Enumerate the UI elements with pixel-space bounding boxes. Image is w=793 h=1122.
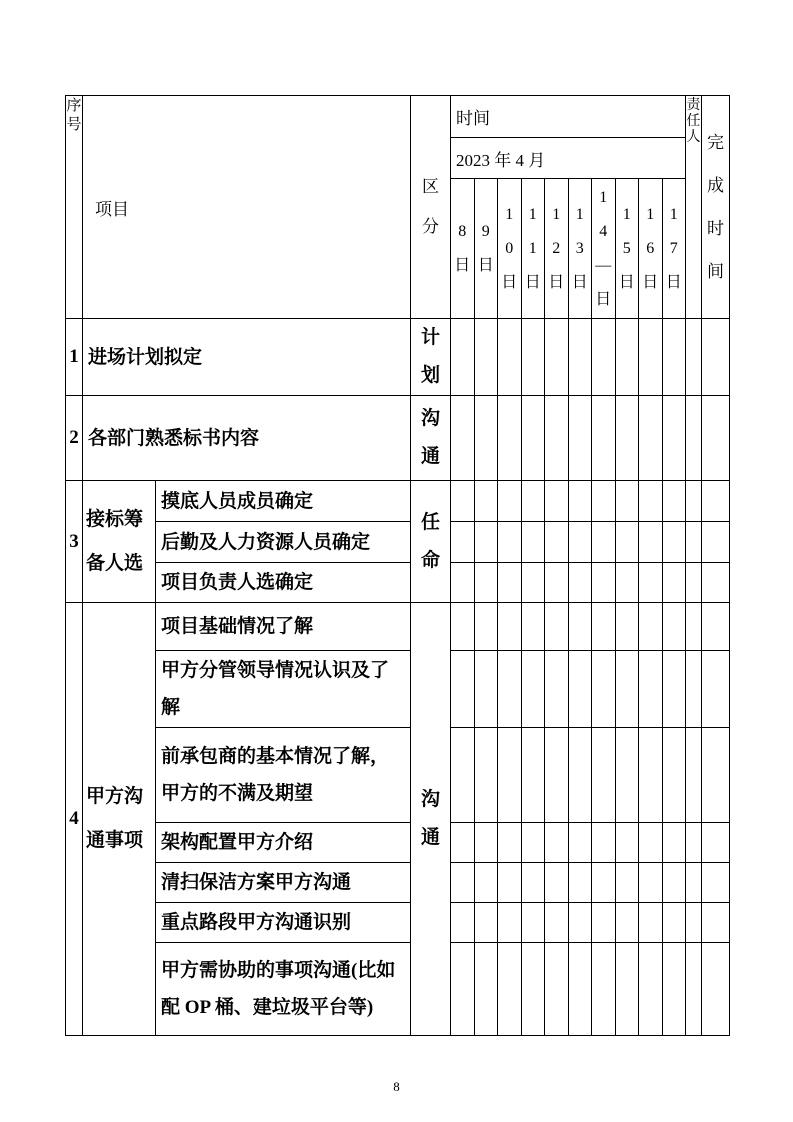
grid-cell [615, 728, 639, 823]
header-time: 时间 [451, 96, 686, 138]
grid-cell [686, 863, 702, 903]
grid-cell [474, 563, 498, 603]
header-date-9: 9 日 [474, 179, 498, 319]
grid-cell [545, 522, 569, 563]
grid-cell [686, 481, 702, 522]
table-row [66, 319, 730, 396]
grid-cell [521, 396, 545, 481]
table-row [66, 603, 730, 651]
table-row [66, 943, 730, 1036]
grid-cell [686, 563, 702, 603]
grid-cell [592, 481, 616, 522]
grid-cell [451, 522, 475, 563]
grid-cell [474, 823, 498, 863]
grid-cell [451, 563, 475, 603]
grid-cell [521, 651, 545, 728]
grid-cell [662, 823, 686, 863]
header-date-8: 8 日 [451, 179, 475, 319]
grid-cell [615, 943, 639, 1036]
header-date-11: 1 1 日 [521, 179, 545, 319]
row-seq: 3 [66, 481, 83, 603]
grid-cell [662, 728, 686, 823]
grid-cell [498, 396, 522, 481]
grid-cell [615, 396, 639, 481]
grid-cell [639, 563, 663, 603]
row-sub-item: 重点路段甲方沟通识别 [156, 903, 411, 943]
row-project: 进场计划拟定 [83, 319, 411, 396]
grid-cell [568, 863, 592, 903]
grid-cell [451, 863, 475, 903]
grid-cell [615, 481, 639, 522]
header-date-12: 1 2 日 [545, 179, 569, 319]
grid-cell [662, 563, 686, 603]
grid-cell [639, 728, 663, 823]
grid-cell [498, 603, 522, 651]
grid-cell [702, 563, 730, 603]
row-sub-item: 甲方需协助的事项沟通(比如配 OP 桶、建垃圾平台等) [156, 943, 411, 1036]
grid-cell [498, 903, 522, 943]
row-group: 甲方沟通事项 [83, 603, 156, 1036]
grid-cell [592, 728, 616, 823]
grid-cell [568, 563, 592, 603]
grid-cell [615, 863, 639, 903]
grid-cell [545, 603, 569, 651]
grid-cell [662, 522, 686, 563]
grid-cell [568, 319, 592, 396]
table-row [66, 563, 730, 603]
header-row-time [66, 96, 730, 138]
grid-cell [451, 728, 475, 823]
grid-cell [545, 651, 569, 728]
grid-cell [702, 728, 730, 823]
grid-cell [662, 319, 686, 396]
row-seq: 2 [66, 396, 83, 481]
row-sub-item: 前承包商的基本情况了解，甲方的不满及期望 [156, 728, 411, 823]
grid-cell [639, 863, 663, 903]
grid-cell [702, 319, 730, 396]
grid-cell [545, 943, 569, 1036]
grid-cell [662, 943, 686, 1036]
grid-cell [702, 522, 730, 563]
grid-cell [498, 863, 522, 903]
table-row [66, 651, 730, 728]
grid-cell [592, 823, 616, 863]
grid-cell [662, 651, 686, 728]
grid-cell [702, 863, 730, 903]
row-seq: 4 [66, 603, 83, 1036]
row-sub-item: 清扫保洁方案甲方沟通 [156, 863, 411, 903]
grid-cell [592, 563, 616, 603]
grid-cell [639, 943, 663, 1036]
grid-cell [639, 651, 663, 728]
grid-cell [521, 319, 545, 396]
grid-cell [662, 903, 686, 943]
grid-cell [686, 603, 702, 651]
header-completion-time: 完 成 时 间 [702, 96, 730, 319]
grid-cell [498, 728, 522, 823]
row-category: 任 命 [411, 481, 451, 603]
row-category: 沟 通 [411, 396, 451, 481]
grid-cell [474, 728, 498, 823]
row-sub-item: 甲方分管领导情况认识及了解 [156, 651, 411, 728]
grid-cell [498, 651, 522, 728]
grid-cell [474, 481, 498, 522]
grid-cell [568, 396, 592, 481]
table-row [66, 396, 730, 481]
grid-cell [686, 943, 702, 1036]
grid-cell [521, 823, 545, 863]
grid-cell [521, 563, 545, 603]
grid-cell [521, 863, 545, 903]
grid-cell [451, 396, 475, 481]
grid-cell [498, 522, 522, 563]
grid-cell [592, 319, 616, 396]
grid-cell [639, 319, 663, 396]
grid-cell [451, 603, 475, 651]
grid-cell [568, 728, 592, 823]
grid-cell [474, 319, 498, 396]
grid-cell [521, 603, 545, 651]
grid-cell [498, 319, 522, 396]
grid-cell [545, 823, 569, 863]
header-date-17: 1 7 日 [662, 179, 686, 319]
grid-cell [702, 943, 730, 1036]
grid-cell [686, 651, 702, 728]
schedule-table [65, 95, 730, 1036]
grid-cell [474, 943, 498, 1036]
grid-cell [474, 651, 498, 728]
grid-cell [662, 481, 686, 522]
grid-cell [545, 481, 569, 522]
grid-cell [686, 319, 702, 396]
grid-cell [568, 651, 592, 728]
grid-cell [545, 563, 569, 603]
row-sub-item: 摸底人员成员确定 [156, 481, 411, 522]
header-responsible: 责 任 人 [686, 96, 702, 319]
grid-cell [568, 522, 592, 563]
grid-cell [639, 823, 663, 863]
table-row [66, 823, 730, 863]
grid-cell [686, 522, 702, 563]
row-category: 沟 通 [411, 603, 451, 1036]
grid-cell [592, 863, 616, 903]
grid-cell [639, 396, 663, 481]
grid-cell [639, 903, 663, 943]
table-row [66, 863, 730, 903]
grid-cell [662, 603, 686, 651]
grid-cell [615, 319, 639, 396]
grid-cell [686, 903, 702, 943]
row-sub-item: 后勤及人力资源人员确定 [156, 522, 411, 563]
row-category: 计 划 [411, 319, 451, 396]
header-category: 区 分 [411, 96, 451, 319]
row-seq: 1 [66, 319, 83, 396]
grid-cell [702, 603, 730, 651]
grid-cell [702, 396, 730, 481]
grid-cell [686, 728, 702, 823]
row-project: 各部门熟悉标书内容 [83, 396, 411, 481]
header-date-14: 1 4 — 日 [592, 179, 616, 319]
grid-cell [474, 863, 498, 903]
grid-cell [568, 481, 592, 522]
grid-cell [615, 903, 639, 943]
grid-cell [568, 823, 592, 863]
header-date-13: 1 3 日 [568, 179, 592, 319]
grid-cell [545, 903, 569, 943]
grid-cell [615, 603, 639, 651]
row-sub-item: 项目负责人选确定 [156, 563, 411, 603]
grid-cell [474, 903, 498, 943]
grid-cell [702, 651, 730, 728]
header-project: 项目 [83, 96, 411, 319]
grid-cell [474, 396, 498, 481]
grid-cell [639, 522, 663, 563]
grid-cell [568, 903, 592, 943]
grid-cell [592, 603, 616, 651]
grid-cell [545, 728, 569, 823]
grid-cell [521, 943, 545, 1036]
grid-cell [451, 903, 475, 943]
header-date-15: 1 5 日 [615, 179, 639, 319]
grid-cell [639, 481, 663, 522]
grid-cell [451, 823, 475, 863]
grid-cell [615, 522, 639, 563]
grid-cell [615, 823, 639, 863]
grid-cell [474, 522, 498, 563]
grid-cell [592, 903, 616, 943]
grid-cell [662, 396, 686, 481]
table-row [66, 728, 730, 823]
grid-cell [545, 319, 569, 396]
grid-cell [498, 823, 522, 863]
header-date-10: 1 0 日 [498, 179, 522, 319]
header-date-16: 1 6 日 [639, 179, 663, 319]
grid-cell [702, 481, 730, 522]
row-group: 接标筹备人选 [83, 481, 156, 603]
grid-cell [686, 823, 702, 863]
grid-cell [592, 943, 616, 1036]
row-sub-item: 项目基础情况了解 [156, 603, 411, 651]
grid-cell [639, 603, 663, 651]
table-row [66, 481, 730, 522]
grid-cell [686, 396, 702, 481]
grid-cell [498, 481, 522, 522]
grid-cell [592, 522, 616, 563]
grid-cell [474, 603, 498, 651]
header-seq: 序 号 [66, 96, 83, 319]
grid-cell [498, 943, 522, 1036]
grid-cell [568, 603, 592, 651]
grid-cell [545, 863, 569, 903]
grid-cell [545, 396, 569, 481]
grid-cell [451, 943, 475, 1036]
grid-cell [592, 651, 616, 728]
grid-cell [451, 319, 475, 396]
grid-cell [451, 651, 475, 728]
table-row [66, 522, 730, 563]
grid-cell [615, 651, 639, 728]
table-row [66, 903, 730, 943]
grid-cell [521, 728, 545, 823]
grid-cell [521, 903, 545, 943]
grid-cell [592, 396, 616, 481]
grid-cell [662, 863, 686, 903]
grid-cell [498, 563, 522, 603]
grid-cell [615, 563, 639, 603]
page-number: 8 [393, 1079, 400, 1094]
grid-cell [702, 823, 730, 863]
row-sub-item: 架构配置甲方介绍 [156, 823, 411, 863]
grid-cell [568, 943, 592, 1036]
header-month: 2023 年 4 月 [451, 138, 686, 179]
grid-cell [451, 481, 475, 522]
grid-cell [521, 522, 545, 563]
grid-cell [521, 481, 545, 522]
grid-cell [702, 903, 730, 943]
